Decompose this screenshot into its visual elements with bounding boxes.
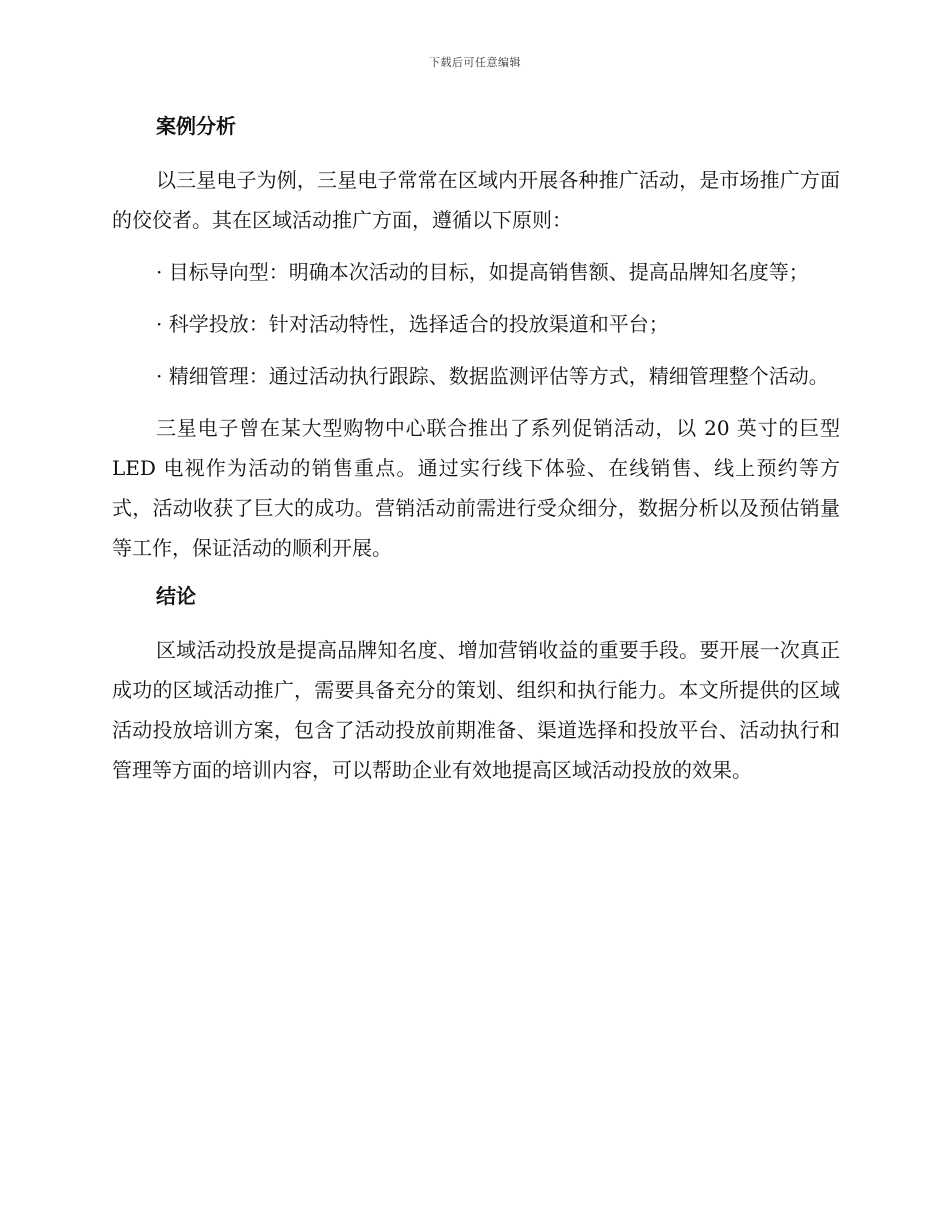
bullet-goal-oriented: · 目标导向型：明确本次活动的目标，如提高销售额、提高品牌知名度等； [156, 260, 809, 284]
bullet-fine-management: · 精细管理：通过活动执行跟踪、数据监测评估等方式，精细管理整个活动。 [156, 364, 829, 388]
document-body [112, 110, 840, 802]
bullet-scientific-placement: · 科学投放：针对活动特性，选择适合的投放渠道和平台； [156, 312, 669, 336]
paragraph-samsung-promotion: 三星电子曾在某大型购物中心联合推出了系列促销活动，以 20 英寸的巨型 LED 电视作为活动的销售重点。通过实行线下体验、在线销售、线上预约等方式，活动收获了巨大的成功。营销活动前需进行受众细分，数据分析以及预估销量等工作，保证活动的顺利开展。 [112, 416, 840, 560]
section-heading-conclusion: 结论 [156, 584, 196, 608]
paragraph-intro: 以三星电子为例，三星电子常常在区域内开展各种推广活动，是市场推广方面的佼佼者。其在区域活动推广方面，遵循以下原则： [112, 168, 840, 232]
section-heading-case-analysis: 案例分析 [156, 114, 236, 138]
page-header-note: 下载后可任意编辑 [429, 56, 521, 69]
paragraph-conclusion: 区域活动投放是提高品牌知名度、增加营销收益的重要手段。要开展一次真正成功的区域活动推广，需要具备充分的策划、组织和执行能力。本文所提供的区域活动投放培训方案，包含了活动投放前期准备、渠道选择和投放平台、活动执行和管理等方面的培训内容，可以帮助企业有效地提高区域活动投放的效果。 [112, 638, 840, 782]
